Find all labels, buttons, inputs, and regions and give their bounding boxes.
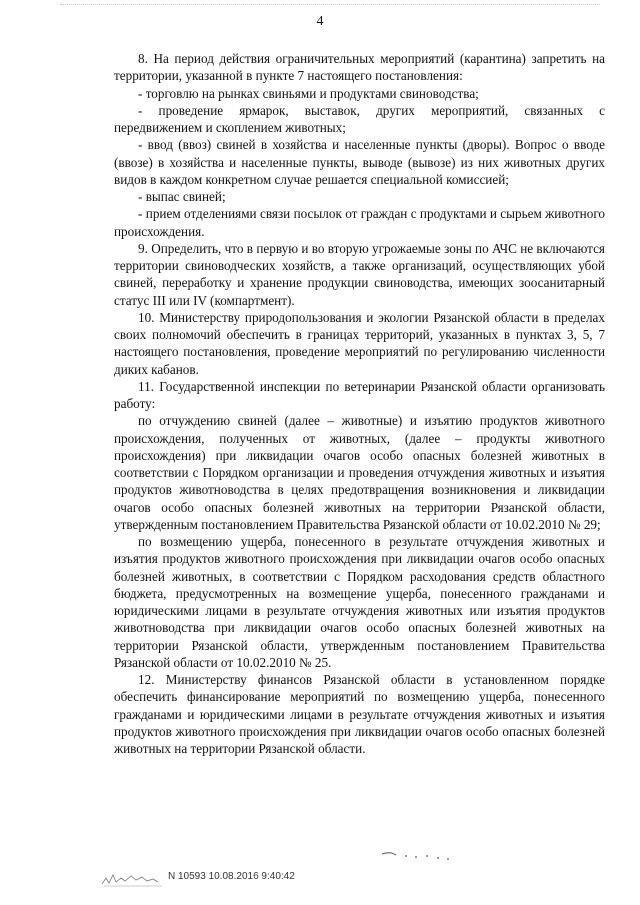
- scan-edge-line: [60, 4, 600, 6]
- paragraph-11-compensation: по возмещению ущерба, понесенного в результате отчуждения животных и изъятия продуктов животного происхождения при ликвидации очагов особо опасных болезней животных, в соответствии с Порядком расходования средств областного бюджета, предусмотренных на возмещение ущерба, понесенного гражданами и юридическими лицами в результате отчуждения животных или изъятия продуктов животноводства при ликвидации очагов особо опасных болезней животных на территории Рязанской области, утвержденным постановлением Правительства Рязанской области от 10.02.2010 № 25.: [114, 534, 605, 670]
- paragraph-10: 10. Министерству природопользования и экологии Рязанской области в пределах своих полномочий обеспечить в границах территорий, указанных в пунктах 3, 5, 7 настоящего постановления, проведение мероприятий по регулированию численности диких кабанов.: [114, 309, 605, 377]
- registration-stamp-icon: [100, 866, 170, 888]
- paragraph-11-alienation: по отчуждению свиней (далее – животные) и изъятию продуктов животного происхождения, полученных от животных, (далее – продукты животного происхождения) при ликвидации очагов особо опасных болезней животных в соответствии с Порядком организации и проведения отчуждения животных и изъятия продуктов животноводства в целях предотвращения возникновения и ликвидации очагов особо опасных болезней животных на территории Рязанской области, утвержденным постановлением Правительства Рязанской области от 10.02.2010 № 29;: [114, 413, 605, 532]
- paragraph-9: 9. Определить, что в первую и во вторую угрожаемые зоны по АЧС не включаются территории свиноводческих хозяйств, а также организаций, осуществляющих убой свиней, переработку и хранение продукции свиноводства, имеющих зоосанитарный статус III или IV (компартмент).: [114, 240, 605, 308]
- list-item-grazing-ban: - выпас свиней;: [138, 189, 226, 204]
- scan-marks: [380, 848, 470, 862]
- paragraph-11: 11. Государственной инспекции по ветеринарии Рязанской области организовать работу:: [114, 378, 605, 411]
- page-number: 4: [316, 14, 324, 29]
- list-item-parcels-ban: - прием отделениями связи посылок от граждан с продуктами и сырьем животного происхождения.: [114, 206, 605, 239]
- document-registration-id: N 10593 10.08.2016 9:40:42: [168, 871, 295, 882]
- document-body: [114, 50, 605, 757]
- list-item-trade-ban: - торговлю на рынках свиньями и продуктами свиноводства;: [138, 85, 479, 101]
- list-item-fairs-ban: - проведение ярмарок, выставок, других мероприятий, связанных с передвижением и скоплением животных;: [114, 102, 605, 135]
- paragraph-12: 12. Министерству финансов Рязанской области в установленном порядке обеспечить финансирование мероприятий по возмещению ущерба, понесенного гражданами и юридическими лицами в результате отчуждения животных и изъятия продуктов животного происхождения при ликвидации очагов особо опасных болезней животных на территории Рязанской области.: [114, 672, 605, 756]
- footer: [100, 866, 500, 896]
- list-item-import-ban: - ввод (ввоз) свиней в хозяйства и населенные пункты (дворы). Вопрос о вводе (ввозе) в хозяйства и населенные пункты, выводе (вывозе) из них животных других видов в каждом конкретном случае решается специальной комиссией;: [114, 137, 605, 187]
- paragraph-8: 8. На период действия ограничительных мероприятий (карантина) запретить на территории, указанной в пункте 7 настоящего постановления:: [114, 51, 605, 84]
